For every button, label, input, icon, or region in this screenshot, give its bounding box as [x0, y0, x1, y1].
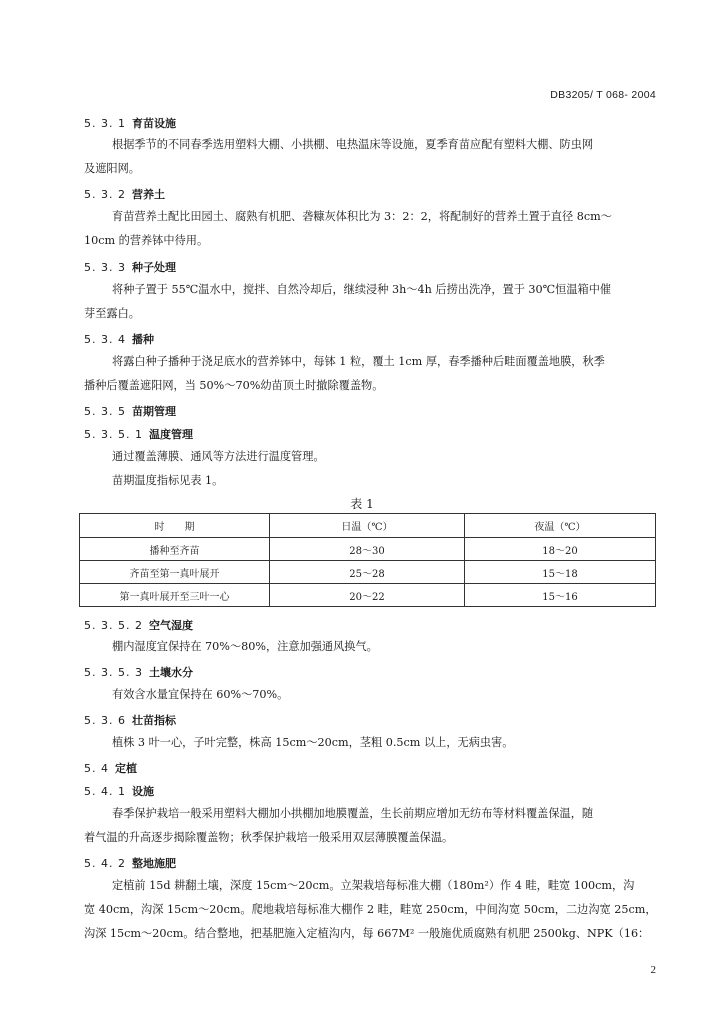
table-cell: 15～16 — [465, 584, 656, 607]
paragraph-line: 宽 40cm，沟深 15cm～20cm。爬地栽培每标准大棚作 2 畦，畦宽 250cm，中间沟宽 50cm，二边沟宽 25cm， — [84, 903, 657, 916]
section-heading: 5. 3. 2 营养土 — [84, 188, 165, 201]
column-header: 日温（℃） — [270, 514, 465, 538]
paragraph-line: 通过覆盖薄膜、通风等方法进行温度管理。 — [112, 450, 325, 463]
section-heading: 5. 3. 5 苗期管理 — [84, 405, 176, 418]
paragraph-line: 棚内湿度宜保持在 70%～80%，注意加强通风换气。 — [112, 640, 378, 653]
paragraph-line: 春季保护栽培一般采用塑料大棚加小拱棚加地膜覆盖，生长前期应增加无纺布等材料覆盖保温，随 — [112, 807, 594, 820]
paragraph-line: 根据季节的不同春季选用塑料大棚、小拱棚、电热温床等设施，夏季育苗应配有塑料大棚、防虫网 — [112, 138, 594, 151]
section-heading: 5. 3. 5. 1 温度管理 — [84, 428, 193, 441]
table-header-row — [80, 514, 656, 538]
table-cell: 齐苗至第一真叶展开 — [80, 561, 270, 584]
paragraph-line: 有效含水量宜保持在 60%～70%。 — [112, 688, 289, 701]
table-cell: 20～22 — [270, 584, 465, 607]
paragraph-line: 定植前 15d 耕翻土壤，深度 15cm～20cm。立架栽培每标准大棚（180m²）作 4 畦，畦宽 100cm，沟 — [112, 879, 635, 892]
section-heading: 5. 3. 1 育苗设施 — [84, 117, 176, 130]
section-heading: 5. 4. 1 设施 — [84, 785, 154, 798]
section-heading: 5. 3. 5. 3 土壤水分 — [84, 666, 193, 679]
table-cell: 28～30 — [270, 538, 465, 561]
section-heading: 5. 3. 3 种子处理 — [84, 261, 176, 274]
paragraph-line: 及遮阳网。 — [84, 162, 140, 175]
paragraph-line: 植株 3 叶一心，子叶完整，株高 15cm～20cm，茎粗 0.5cm 以上，无病虫害。 — [112, 736, 514, 749]
paragraph-line: 芽至露白。 — [84, 307, 140, 320]
temperature-table — [79, 513, 656, 607]
section-heading: 5. 3. 4 播种 — [84, 333, 154, 346]
section-heading: 5. 4 定植 — [84, 762, 137, 775]
table-cell: 播种至齐苗 — [80, 538, 270, 561]
section-heading: 5. 3. 6 壮苗指标 — [84, 714, 176, 727]
paragraph-line: 育苗营养土配比田园土、腐熟有机肥、砻糠灰体积比为 3：2：2，将配制好的营养土置于直径 8cm～ — [112, 210, 612, 223]
table-cell: 18～20 — [465, 538, 656, 561]
document-code: DB3205/ T 068- 2004 — [550, 89, 656, 101]
table-title: 表 1 — [350, 497, 374, 511]
section-heading: 5. 3. 5. 2 空气湿度 — [84, 619, 193, 632]
table-row — [80, 538, 656, 561]
paragraph-line: 播种后覆盖遮阳网，当 50%～70%幼苗顶土时撤除覆盖物。 — [84, 379, 384, 392]
section-heading: 5. 4. 2 整地施肥 — [84, 857, 176, 870]
table-cell: 第一真叶展开至三叶一心 — [80, 584, 270, 607]
paragraph-line: 苗期温度指标见表 1。 — [112, 474, 224, 487]
paragraph-line: 10cm 的营养钵中待用。 — [84, 234, 209, 247]
table-cell: 25～28 — [270, 561, 465, 584]
paragraph-line: 将种子置于 55℃温水中，搅拌、自然冷却后，继续浸种 3h～4h 后捞出洗净，置于 30℃恒温箱中催 — [112, 283, 612, 296]
paragraph-line: 着气温的升高逐步揭除覆盖物；秋季保护栽培一般采用双层薄膜覆盖保温。 — [84, 831, 454, 844]
column-header: 时 期 — [80, 514, 270, 538]
table-cell: 15～18 — [465, 561, 656, 584]
page-number: 2 — [650, 964, 656, 976]
table-row — [80, 561, 656, 584]
table-row — [80, 584, 656, 607]
column-header: 夜温（℃） — [465, 514, 656, 538]
paragraph-line: 沟深 15cm～20cm。结合整地，把基肥施入定植沟内，每 667M² 一般施优质腐熟有机肥 2500kg、NPK（16： — [84, 927, 650, 940]
paragraph-line: 将露白种子播种于浇足底水的营养钵中，每钵 1 粒，覆土 1cm 厚，春季播种后畦面覆盖地膜，秋季 — [112, 355, 605, 368]
